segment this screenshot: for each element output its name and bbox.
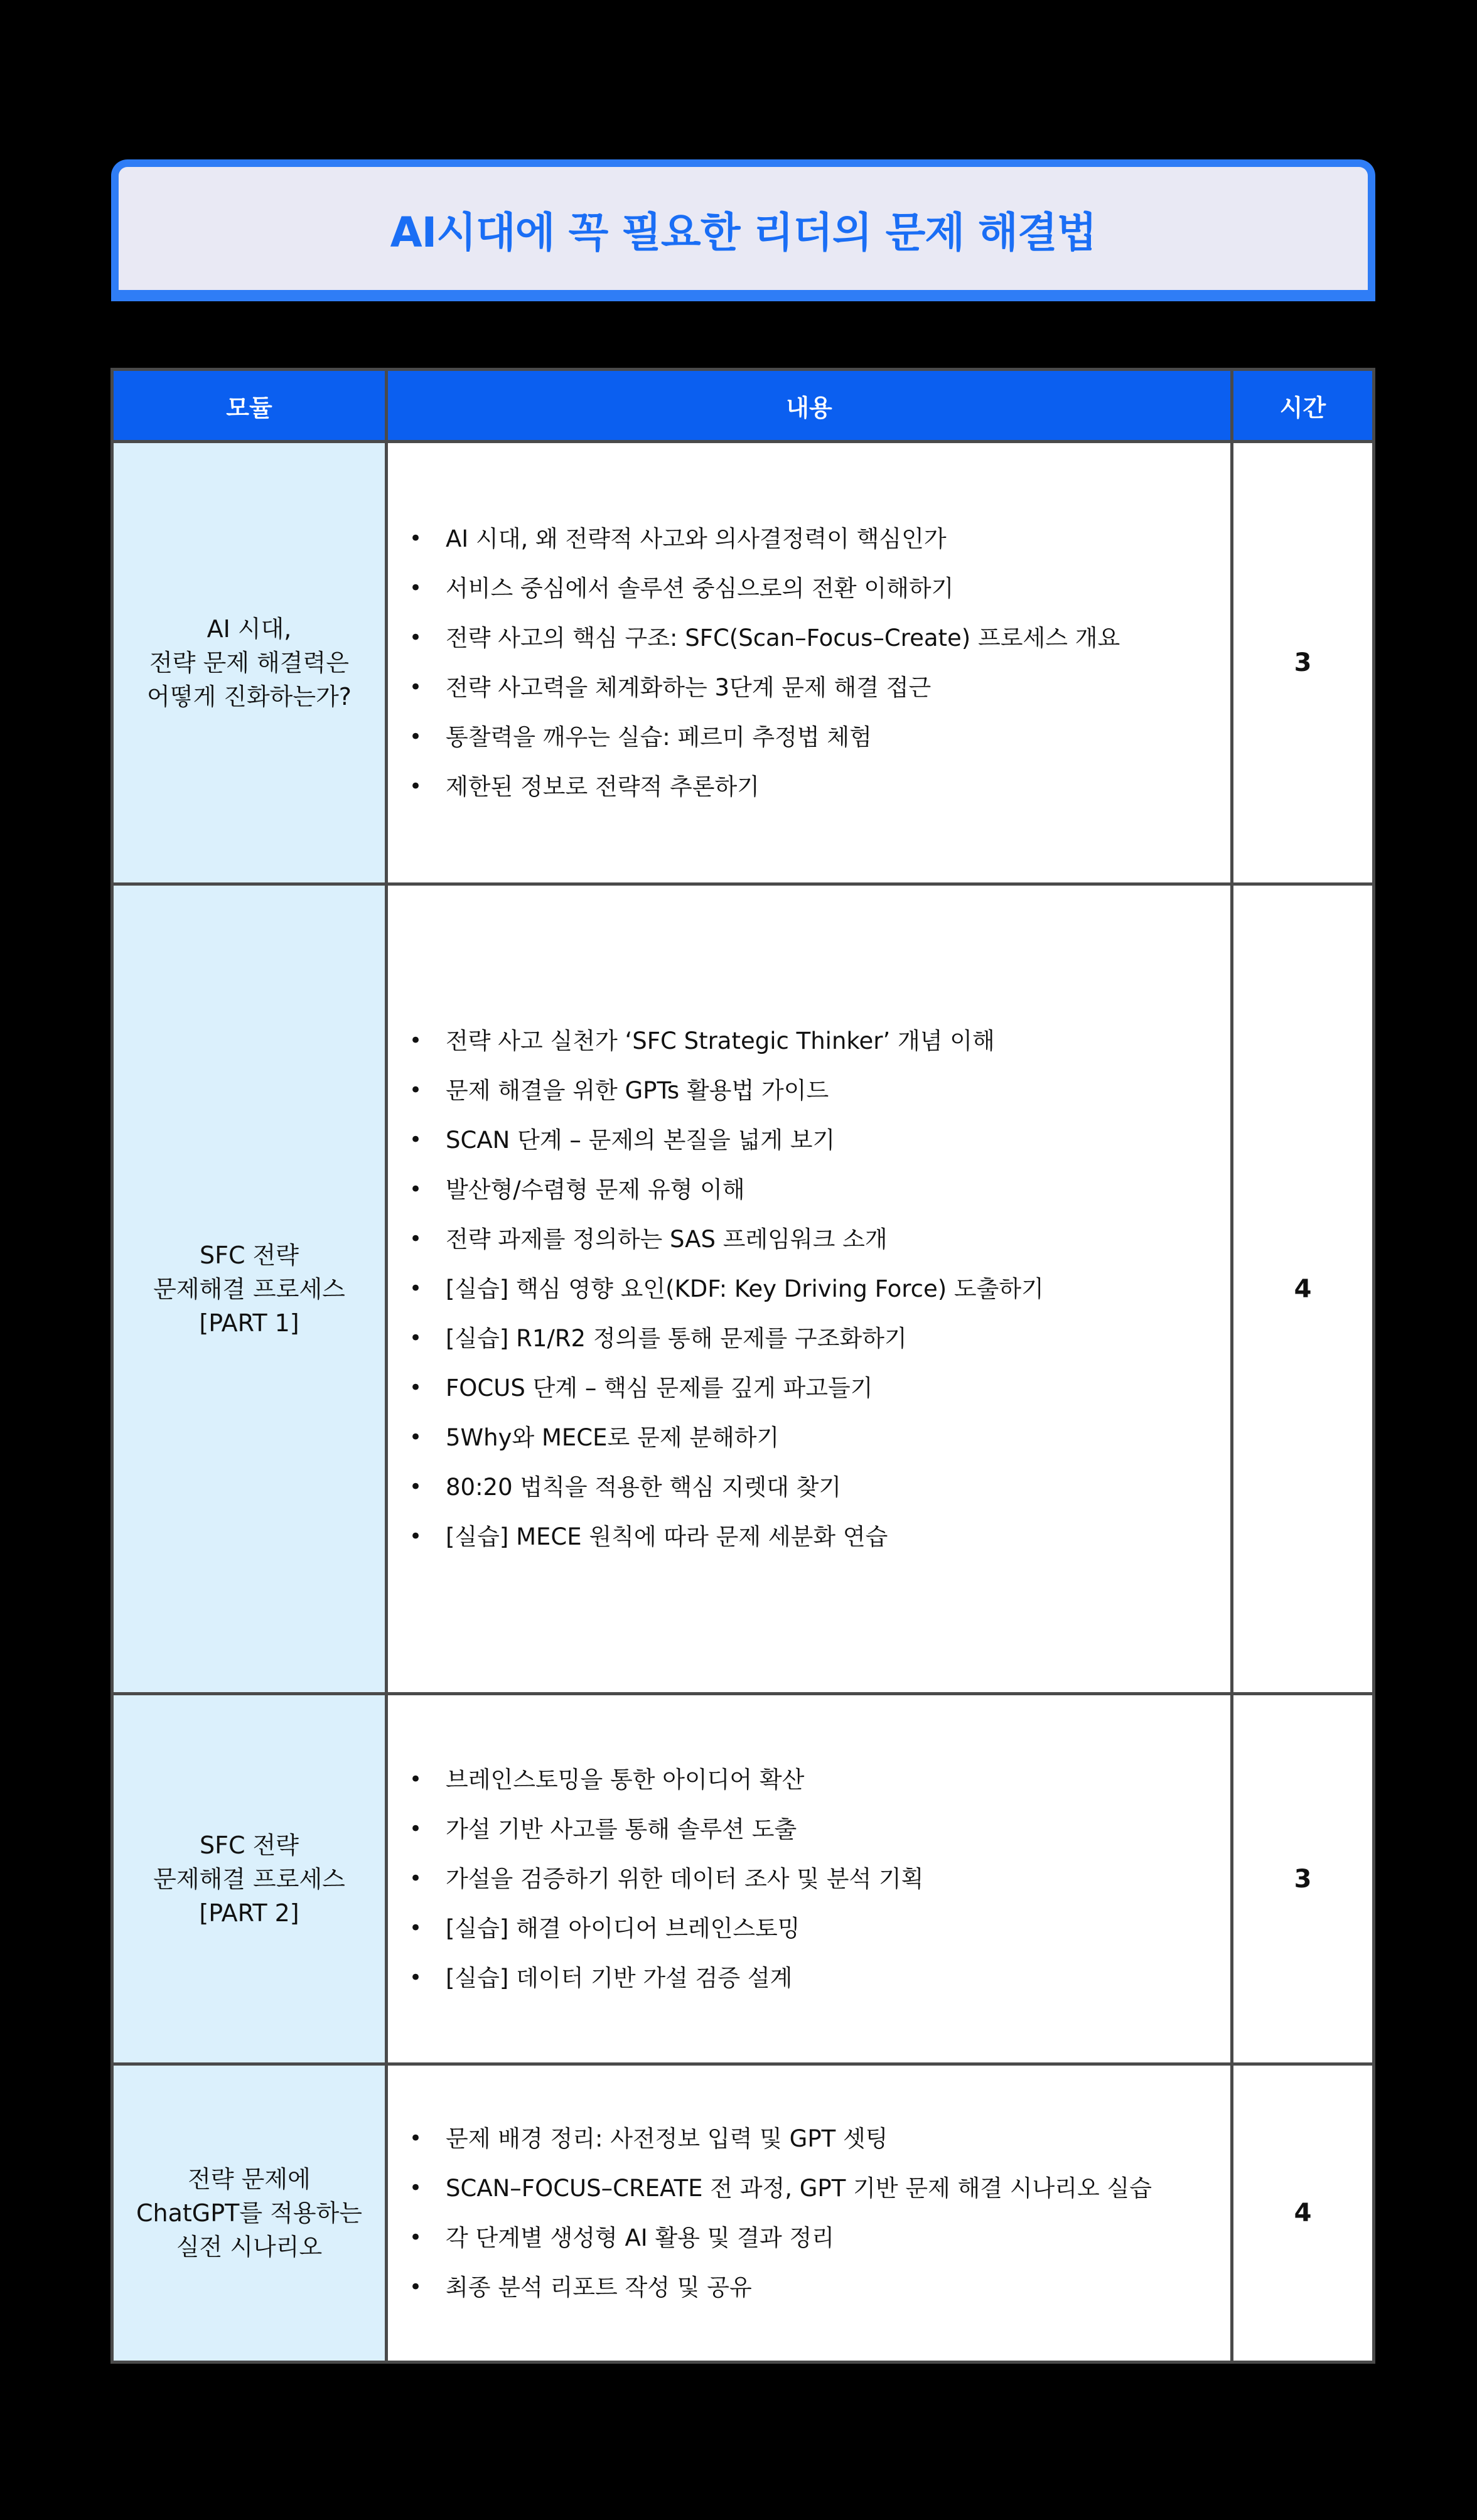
list-item: • 문제 배경 정리: 사전정보 입력 및 GPT 셋팅 [400, 2114, 1230, 2163]
module-cell: 전략 문제에 ChatGPT를 적용하는 실전 시나리오 [112, 2064, 387, 2362]
hours-cell: 3 [1232, 1694, 1374, 2064]
list-item: • 통찰력을 깨우는 실습: 페르미 추정법 체험 [400, 712, 1230, 762]
list-item: • [실습] R1/R2 정의를 통해 문제를 구조화하기 [400, 1314, 1230, 1363]
list-item: • 문제 해결을 위한 GPTs 활용법 가이드 [400, 1066, 1230, 1115]
list-item: • 가설을 검증하기 위한 데이터 조사 및 분석 기획 [400, 1854, 1230, 1904]
list-item: • 최종 분석 리포트 작성 및 공유 [400, 2263, 1230, 2312]
list-item: • 가설 기반 사고를 통해 솔루션 도출 [400, 1804, 1230, 1854]
table-header [112, 370, 1374, 442]
content-list [400, 514, 1230, 812]
list-item: • [실습] 해결 아이디어 브레인스토밍 [400, 1904, 1230, 1953]
module-cell: SFC 전략 문제해결 프로세스 [PART 1] [112, 884, 387, 1694]
header-module: 모듈 [112, 370, 387, 442]
module-cell: AI 시대, 전략 문제 해결력은 어떻게 진화하는가? [112, 442, 387, 884]
list-item: • FOCUS 단계 – 핵심 문제를 깊게 파고들기 [400, 1363, 1230, 1413]
table-body [112, 442, 1374, 2362]
list-item: • 발산형/수렴형 문제 유형 이해 [400, 1165, 1230, 1214]
list-item: • 전략 과제를 정의하는 SAS 프레임워크 소개 [400, 1214, 1230, 1264]
list-item: • [실습] MECE 원칙에 따라 문제 세분화 연습 [400, 1512, 1230, 1562]
list-item: • 전략 사고의 핵심 구조: SFC(Scan–Focus–Create) 프로세스 개요 [400, 613, 1230, 663]
title-banner [111, 159, 1375, 301]
table-row [112, 442, 1374, 884]
list-item: • 5Why와 MECE로 문제 분해하기 [400, 1413, 1230, 1462]
content-list [400, 2114, 1230, 2312]
list-item: • 80:20 법칙을 적용한 핵심 지렛대 찾기 [400, 1462, 1230, 1512]
hours-cell: 4 [1232, 2064, 1374, 2362]
hours-cell: 4 [1232, 884, 1374, 1694]
table-row [112, 884, 1374, 1694]
curriculum-table [110, 368, 1375, 2364]
list-item: • 각 단계별 생성형 AI 활용 및 결과 정리 [400, 2213, 1230, 2263]
header-hours: 시간 [1232, 370, 1374, 442]
hours-cell: 3 [1232, 442, 1374, 884]
module-cell: SFC 전략 문제해결 프로세스 [PART 2] [112, 1694, 387, 2064]
table-header-row [112, 370, 1374, 442]
table-row [112, 1694, 1374, 2064]
header-content: 내용 [387, 370, 1232, 442]
content-list [400, 1755, 1230, 2003]
content-cell [387, 1694, 1232, 2064]
list-item: • [실습] 핵심 영향 요인(KDF: Key Driving Force) 도출하기 [400, 1264, 1230, 1314]
list-item: • SCAN–FOCUS–CREATE 전 과정, GPT 기반 문제 해결 시나리오 실습 [400, 2163, 1230, 2213]
list-item: • 제한된 정보로 전략적 추론하기 [400, 762, 1230, 812]
table-row [112, 2064, 1374, 2362]
content-list [400, 1016, 1230, 1562]
list-item: • 전략 사고 실천가 ‘SFC Strategic Thinker’ 개념 이해 [400, 1016, 1230, 1066]
list-item: • AI 시대, 왜 전략적 사고와 의사결정력이 핵심인가 [400, 514, 1230, 564]
list-item: • 서비스 중심에서 솔루션 중심으로의 전환 이해하기 [400, 564, 1230, 613]
list-item: • [실습] 데이터 기반 가설 검증 설계 [400, 1953, 1230, 2003]
page-title: AI시대에 꼭 필요한 리더의 문제 해결법 [390, 208, 1097, 257]
content-cell [387, 442, 1232, 884]
list-item: • 브레인스토밍을 통한 아이디어 확산 [400, 1755, 1230, 1804]
content-cell [387, 884, 1232, 1694]
content-cell [387, 2064, 1232, 2362]
list-item: • 전략 사고력을 체계화하는 3단계 문제 해결 접근 [400, 663, 1230, 712]
list-item: • SCAN 단계 – 문제의 본질을 넓게 보기 [400, 1115, 1230, 1165]
